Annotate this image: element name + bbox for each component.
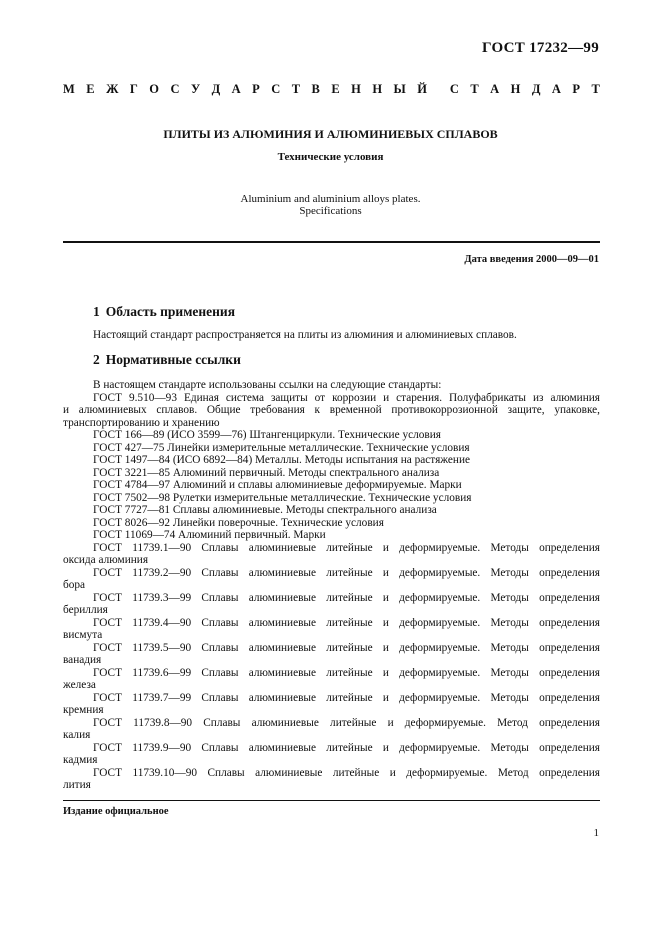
reference-item: ГОСТ 3221—85 Алюминий первичный. Методы спектрального анализа	[93, 466, 440, 479]
reference-item: ГОСТ 7502—98 Рулетки измерительные металлические. Технические условия	[93, 491, 472, 504]
banner-letter: О	[149, 82, 160, 96]
banner-letter: А	[551, 82, 561, 96]
banner-letter: Т	[291, 82, 301, 96]
section-title: Нормативные ссылки	[105, 352, 241, 367]
banner-letter: В	[311, 82, 320, 96]
banner-letter: Т	[591, 82, 600, 96]
reference-continuation: лития	[63, 779, 91, 791]
english-title-line: Aluminium and aluminium alloys plates.	[240, 193, 421, 205]
banner-letter: Д	[531, 82, 541, 96]
page-number: 1	[593, 827, 599, 839]
section-number: 1	[93, 304, 100, 319]
reference-line: ГОСТ 11739.4—90 Сплавы алюминиевые литейные и деформируемые. Методы определения	[93, 616, 600, 629]
banner-letter: М	[63, 82, 75, 96]
reference-item: ГОСТ 166—89 (ИСО 3599—76) Штангенциркули. Технические условия	[93, 429, 441, 441]
banner-letter: Е	[86, 82, 95, 96]
doc-number: ГОСТ 17232—99	[481, 40, 599, 56]
reference-line: ГОСТ 11739.10—90 Сплавы алюминиевые литейные и деформируемые. Метод определения	[93, 766, 600, 779]
reference-item: ГОСТ 8026—92 Линейки поверочные. Технические условия	[93, 516, 384, 529]
banner-letter: С	[449, 82, 459, 96]
banner-letter: Й	[417, 82, 427, 96]
reference-continuation: оксида алюминия	[63, 554, 149, 566]
reference-item: ГОСТ 7727—81 Сплавы алюминиевые. Методы спектрального анализа	[93, 504, 437, 516]
reference-continuation: кадмия	[63, 754, 98, 766]
reference-line: ГОСТ 9.510—93 Единая система защиты от коррозии и старения. Полуфабрикаты из алюминия	[93, 391, 600, 404]
section-2-heading	[93, 352, 241, 368]
footer-divider	[63, 800, 600, 801]
banner-letter: Д	[211, 82, 221, 96]
reference-item: ГОСТ 4784—97 Алюминий и сплавы алюминиевые деформируемые. Марки	[93, 479, 462, 491]
banner-letter: А	[231, 82, 241, 96]
banner-letter: Т	[470, 82, 479, 96]
reference-line: ГОСТ 11739.3—99 Сплавы алюминиевые литейные и деформируемые. Методы определения	[93, 591, 600, 604]
reference-line: ГОСТ 11739.2—90 Сплавы алюминиевые литейные и деформируемые. Методы определения	[93, 566, 600, 579]
banner-letter: А	[490, 82, 500, 96]
reference-continuation: кремния	[63, 704, 104, 716]
banner-letter: Р	[252, 82, 260, 96]
interstate-standard-banner	[63, 82, 600, 97]
banner-letter: Г	[129, 82, 138, 96]
reference-continuation: висмута	[63, 629, 103, 641]
section-number: 2	[93, 352, 100, 367]
reference-item: ГОСТ 1497—84 (ИСО 6892—84) Металлы. Методы испытания на растяжение	[93, 454, 471, 466]
reference-line: ГОСТ 11739.6—99 Сплавы алюминиевые литейные и деформируемые. Методы определения	[93, 666, 600, 679]
reference-continuation: калия	[63, 729, 91, 741]
section-1-heading	[93, 304, 235, 320]
banner-letter: Н	[372, 82, 383, 96]
english-title-line: Specifications	[299, 205, 362, 217]
reference-line: и алюминиевых сплавов. Общие требования к временной противокоррозионной защите, упаковке,	[63, 404, 600, 416]
header-divider	[63, 241, 600, 243]
section-title: Область применения	[105, 304, 236, 319]
official-edition-label: Издание официальное	[63, 806, 169, 817]
banner-letter: С	[271, 82, 281, 96]
reference-line: ГОСТ 11739.5—90 Сплавы алюминиевые литейные и деформируемые. Методы определения	[93, 641, 600, 654]
reference-line: ГОСТ 11739.8—90 Сплавы алюминиевые литейные и деформируемые. Метод определения	[93, 716, 600, 729]
document-subtitle: Технические условия	[277, 151, 384, 163]
banner-letter: Н	[510, 82, 521, 96]
banner-letter: Ж	[106, 82, 119, 96]
reference-line: ГОСТ 11739.1—90 Сплавы алюминиевые литейные и деформируемые. Методы определения	[93, 541, 600, 554]
introduction-date: Дата введения 2000—09—01	[464, 254, 599, 265]
reference-line: ГОСТ 11739.9—90 Сплавы алюминиевые литейные и деформируемые. Методы определения	[93, 741, 600, 754]
banner-letter: С	[170, 82, 180, 96]
banner-letter: Ы	[393, 82, 406, 96]
english-title	[0, 193, 661, 217]
reference-line: ГОСТ 11739.7—99 Сплавы алюминиевые литейные и деформируемые. Методы определения	[93, 691, 600, 704]
banner-letter: У	[190, 82, 201, 96]
banner-letter: Р	[572, 82, 581, 96]
document-title: ПЛИТЫ ИЗ АЛЮМИНИЯ И АЛЮМИНИЕВЫХ СПЛАВОВ	[163, 127, 498, 141]
reference-item: ГОСТ 427—75 Линейки измерительные металлические. Технические условия	[93, 441, 470, 454]
reference-item: ГОСТ 11069—74 Алюминий первичный. Марки	[93, 529, 326, 541]
section-1-text: Настоящий стандарт распространяется на плиты из алюминия и алюминиевых сплавов.	[93, 329, 517, 341]
references-intro: В настоящем стандарте использованы ссылки на следующие стандарты:	[93, 379, 442, 391]
reference-continuation: железа	[63, 679, 96, 691]
banner-letter: Н	[351, 82, 361, 96]
reference-continuation: транспортированию и хранению	[63, 416, 220, 429]
banner-letter: Е	[331, 82, 340, 96]
reference-continuation: ванадия	[63, 654, 102, 666]
reference-continuation: бора	[63, 579, 86, 591]
reference-continuation: бериллия	[63, 604, 108, 616]
